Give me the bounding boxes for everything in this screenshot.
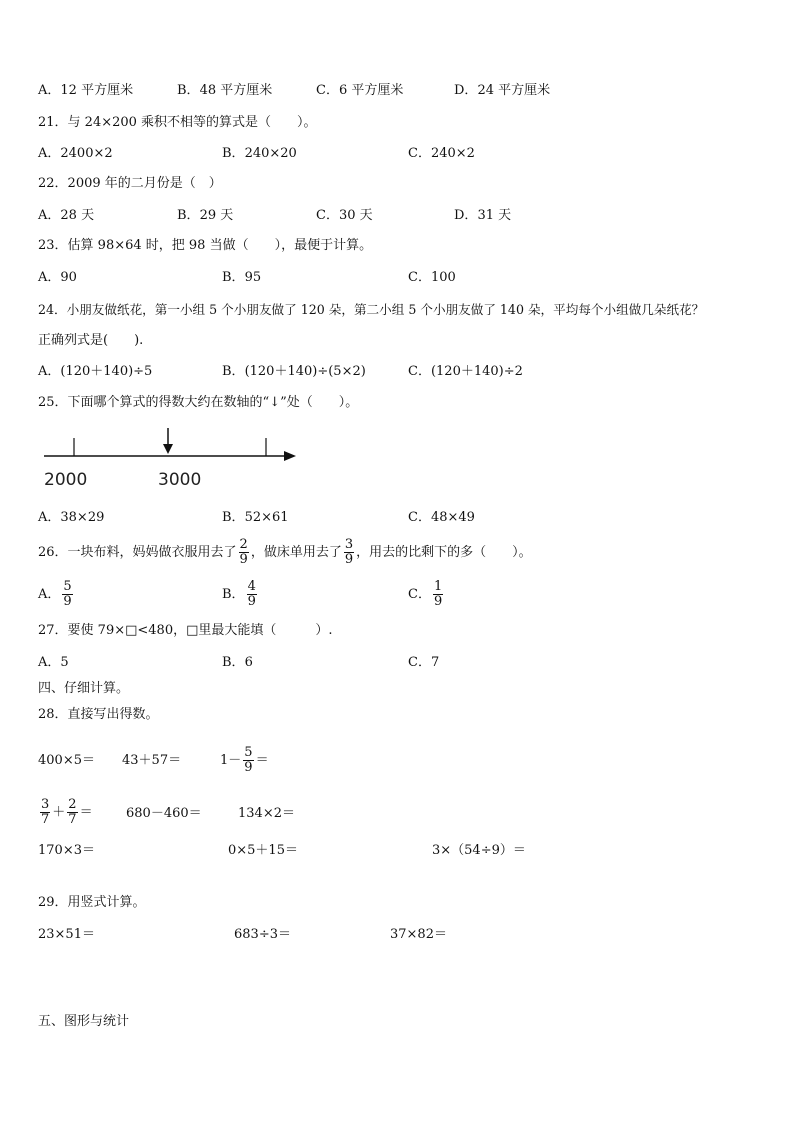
q22-question: 22．2009 年的二月份是（ ） [38, 176, 222, 191]
q26-option-a[interactable]: A． $\frac{5}{9}$ [38, 579, 72, 609]
q20-option-d[interactable]: D．24 平方厘米 [454, 83, 551, 98]
q24-question-line1: 24．小朋友做纸花，第一小组 5 个小朋友做了 120 朵，第二小组 5 个小朋友做了 140 朵，平均每个小组做几朵纸花？ [38, 302, 705, 317]
q21-option-b[interactable]: B．240×20 [222, 146, 297, 161]
q22-option-a[interactable]: A．28 天 [38, 208, 95, 223]
axis-label-2000: 2000 [44, 470, 88, 490]
number-line-figure [38, 424, 300, 492]
q27-option-b[interactable]: B．6 [222, 655, 253, 670]
section-4-heading: 四、仔细计算。 [38, 681, 130, 696]
q22-option-c[interactable]: C．30 天 [316, 208, 373, 223]
q22-option-d[interactable]: D．31 天 [454, 208, 512, 223]
fraction-2-9: $\frac{2}{9}$ [239, 537, 248, 567]
q29-question: 29．用竖式计算。 [38, 895, 146, 910]
fraction-5-9: $\frac{5}{9}$ [244, 745, 253, 775]
q24-option-c[interactable]: C．(120＋140)÷2 [408, 364, 523, 379]
q28-item-8: 0×5＋15＝ [228, 843, 298, 858]
q25-option-b[interactable]: B．52×61 [222, 510, 289, 525]
fraction-2-7: $\frac{2}{7}$ [68, 797, 77, 827]
q28-item-3: 1－ $\frac{5}{9}$ ＝ [220, 745, 269, 775]
q21-option-c[interactable]: C．240×2 [408, 146, 475, 161]
q20-option-c[interactable]: C．6 平方厘米 [316, 83, 404, 98]
q23-option-b[interactable]: B．95 [222, 270, 262, 285]
q21-question: 21．与 24×200 乘积不相等的算式是（ ）。 [38, 115, 317, 130]
q27-question: 27．要使 79×□<480，□里最大能填（ ）. [38, 623, 333, 638]
q26-question: 26．一块布料，妈妈做衣服用去了 $\frac{2}{9}$ ，做床单用去了 $\frac{3}{9}$ ，用去的比剩下的多（ ）。 [38, 537, 532, 567]
q28-question: 28．直接写出得数。 [38, 707, 159, 722]
q24-option-a[interactable]: A．(120＋140)÷5 [38, 364, 153, 379]
q26-option-b[interactable]: B． $\frac{4}{9}$ [222, 579, 256, 609]
option-fraction: $\frac{1}{9}$ [433, 579, 443, 609]
q23-option-a[interactable]: A．90 [38, 270, 77, 285]
q20-option-a[interactable]: A．12 平方厘米 [38, 83, 134, 98]
q28-item-1: 400×5＝ [38, 753, 95, 768]
q28-item-7: 170×3＝ [38, 843, 95, 858]
q20-option-b[interactable]: B．48 平方厘米 [177, 83, 273, 98]
q27-option-a[interactable]: A．5 [38, 655, 69, 670]
q28-item-4: $\frac{3}{7}$ ＋ $\frac{2}{7}$ ＝ [41, 797, 93, 827]
q24-option-b[interactable]: B．(120＋140)÷(5×2) [222, 364, 366, 379]
q23-option-c[interactable]: C．100 [408, 270, 456, 285]
q27-option-c[interactable]: C．7 [408, 655, 440, 670]
option-fraction: $\frac{4}{9}$ [247, 579, 256, 609]
q24-question-line2: 正确列式是( ). [38, 333, 144, 348]
q26-option-c[interactable]: C． $\frac{1}{9}$ [408, 579, 443, 609]
q21-option-a[interactable]: A．2400×2 [38, 146, 113, 161]
q28-item-6: 134×2＝ [238, 806, 295, 821]
option-fraction: $\frac{5}{9}$ [63, 579, 72, 609]
fraction-3-9: $\frac{3}{9}$ [344, 537, 354, 567]
down-arrow-icon [163, 444, 173, 454]
number-line-arrowhead [284, 451, 296, 461]
q25-option-a[interactable]: A．38×29 [38, 510, 105, 525]
q29-item-2: 683÷3＝ [234, 927, 291, 942]
q28-item-2: 43＋57＝ [122, 753, 182, 768]
q28-item-5: 680－460＝ [126, 806, 202, 821]
section-5-heading: 五、图形与统计 [38, 1014, 130, 1029]
q23-question: 23．估算 98×64 时，把 98 当做（ ），最便于计算。 [38, 238, 373, 253]
q29-item-3: 37×82＝ [390, 927, 447, 942]
axis-label-3000: 3000 [158, 470, 202, 490]
q28-item-9: 3×（54÷9）＝ [432, 843, 526, 858]
q25-question: 25．下面哪个算式的得数大约在数轴的“↓”处（ ）。 [38, 395, 359, 410]
q29-item-1: 23×51＝ [38, 927, 95, 942]
q22-option-b[interactable]: B．29 天 [177, 208, 234, 223]
fraction-3-7: $\frac{3}{7}$ [41, 797, 50, 827]
q25-option-c[interactable]: C．48×49 [408, 510, 475, 525]
